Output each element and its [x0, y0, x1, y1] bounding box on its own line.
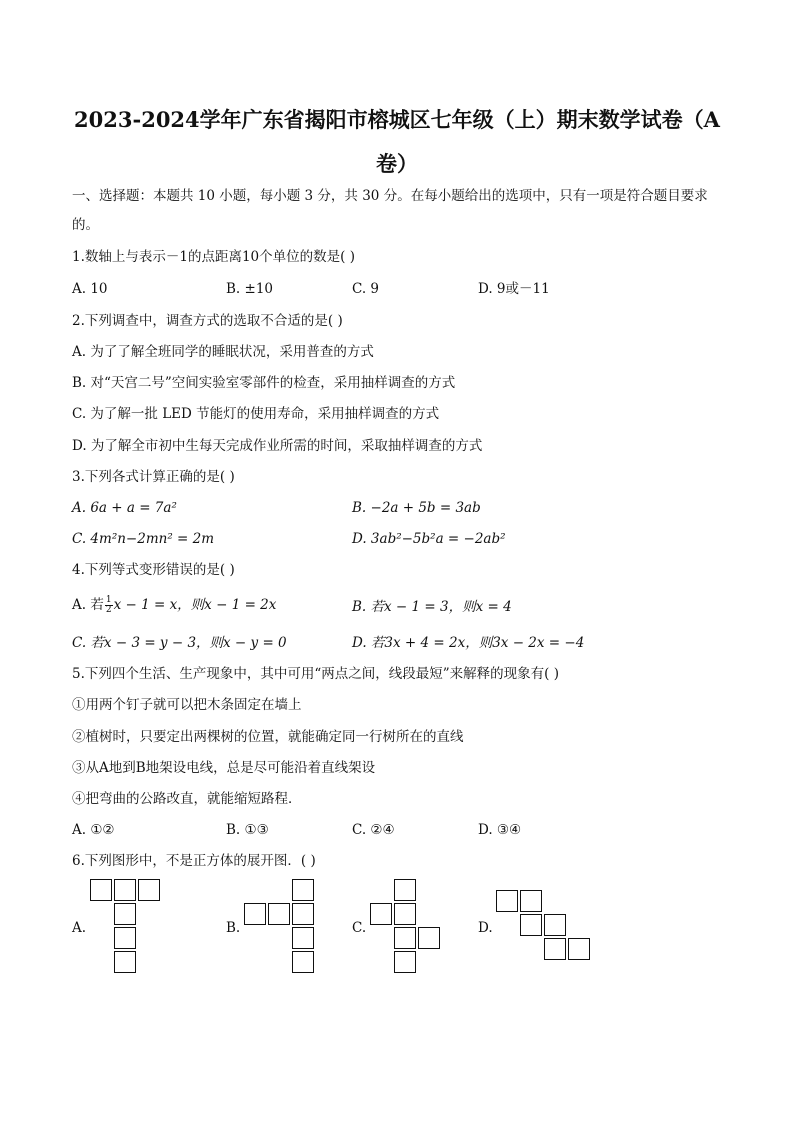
question-4-option-c: C. 若x − 3 = y − 3，则x − y = 0 [72, 635, 287, 651]
question-4-stem: 4.下列等式变形错误的是( ) [72, 562, 235, 578]
question-2-stem: 2.下列调查中，调查方式的选取不合适的是( ) [72, 313, 343, 329]
net-square [114, 927, 136, 949]
net-square [394, 903, 416, 925]
question-6-stem: 6.下列图形中，不是正方体的展开图．( ) [72, 853, 316, 869]
question-2-option-d: D. 为了解全市初中生每天完成作业所需的时间，采取抽样调查的方式 [72, 438, 483, 454]
question-4-option-a [72, 596, 276, 615]
question-3-stem: 3.下列各式计算正确的是( ) [72, 469, 235, 485]
question-3-option-b: B. −2a + 5b = 3ab [352, 500, 481, 516]
question-6-option-c-label: C. [352, 920, 367, 936]
title-line-2: 卷） [376, 151, 418, 176]
net-square [394, 927, 416, 949]
fraction-numerator: 1 [105, 595, 112, 605]
question-5-item-4: ④把弯曲的公路改直，就能缩短路程． [72, 791, 302, 807]
question-1-option-d: D. 9或－11 [478, 281, 550, 297]
fraction-denominator: 2 [105, 605, 112, 615]
net-square [244, 903, 266, 925]
question-5-item-3: ③从A地到B地架设电线，总是尽可能沿着直线架设 [72, 760, 376, 776]
net-square [544, 938, 566, 960]
net-square [292, 927, 314, 949]
net-square [138, 879, 160, 901]
net-square [418, 927, 440, 949]
question-6-option-b-label: B. [226, 920, 241, 936]
question-4-option-a-prefix: A. 若 [72, 597, 104, 613]
net-square [370, 903, 392, 925]
net-square [568, 938, 590, 960]
question-5-option-c: C. ②④ [352, 822, 395, 838]
question-1-option-b: B. ±10 [226, 281, 273, 297]
net-square [292, 879, 314, 901]
net-square [544, 914, 566, 936]
section-instructions-line-1: 一、选择题：本题共 10 小题，每小题 3 分，共 30 分。在每小题给出的选项中，只有一项是符合题目要求 [72, 188, 708, 204]
question-1-option-a: A. 10 [72, 281, 108, 297]
question-4-option-d: D. 若3x + 4 = 2x，则3x − 2x = −4 [352, 635, 585, 651]
net-square [114, 879, 136, 901]
question-5-stem: 5.下列四个生活、生产现象中，其中可用“两点之间，线段最短”来解释的现象有( ) [72, 666, 560, 682]
net-square [114, 951, 136, 973]
net-square [90, 879, 112, 901]
net-square [394, 879, 416, 901]
question-6-option-a-label: A. [72, 920, 87, 936]
question-5-option-a: A. ①② [72, 822, 115, 838]
question-2-option-a: A. 为了了解全班同学的睡眠状况，采用普查的方式 [72, 344, 374, 360]
question-1-option-c: C. 9 [352, 281, 380, 297]
net-square [114, 903, 136, 925]
net-square [496, 890, 518, 912]
title-line-1: 2023-2024学年广东省揭阳市榕城区七年级（上）期末数学试卷（A [74, 107, 720, 132]
net-square [520, 914, 542, 936]
section-instructions-line-2: 的。 [72, 217, 99, 233]
question-3-option-d: D. 3ab²−5b²a = −2ab² [352, 531, 506, 547]
fraction-one-half [105, 596, 113, 615]
question-1-stem: 1.数轴上与表示－1的点距离10个单位的数是( ) [72, 249, 355, 265]
question-2-option-b: B. 对“天宫二号”空间实验室零部件的检查，采用抽样调查的方式 [72, 375, 456, 391]
exam-title [70, 98, 724, 186]
question-4-option-a-rest: x − 1 = x，则x − 1 = 2x [113, 597, 277, 613]
question-6-option-d-label: D. [478, 920, 493, 936]
net-square [268, 903, 290, 925]
net-square [292, 903, 314, 925]
question-2-option-c: C. 为了解一批 LED 节能灯的使用寿命，采用抽样调查的方式 [72, 406, 440, 422]
question-5-item-1: ①用两个钉子就可以把木条固定在墙上 [72, 697, 302, 713]
question-5-option-d: D. ③④ [478, 822, 522, 838]
question-5-option-b: B. ①③ [226, 822, 269, 838]
net-square [292, 951, 314, 973]
question-3-option-a: A. 6a + a = 7a² [72, 500, 177, 516]
question-3-option-c: C. 4m²n−2mn² = 2m [72, 531, 215, 547]
question-4-option-b: B. 若x − 1 = 3，则x = 4 [352, 599, 512, 615]
net-square [520, 890, 542, 912]
question-5-item-2: ②植树时，只要定出两棵树的位置，就能确定同一行树所在的直线 [72, 729, 464, 745]
net-square [394, 951, 416, 973]
